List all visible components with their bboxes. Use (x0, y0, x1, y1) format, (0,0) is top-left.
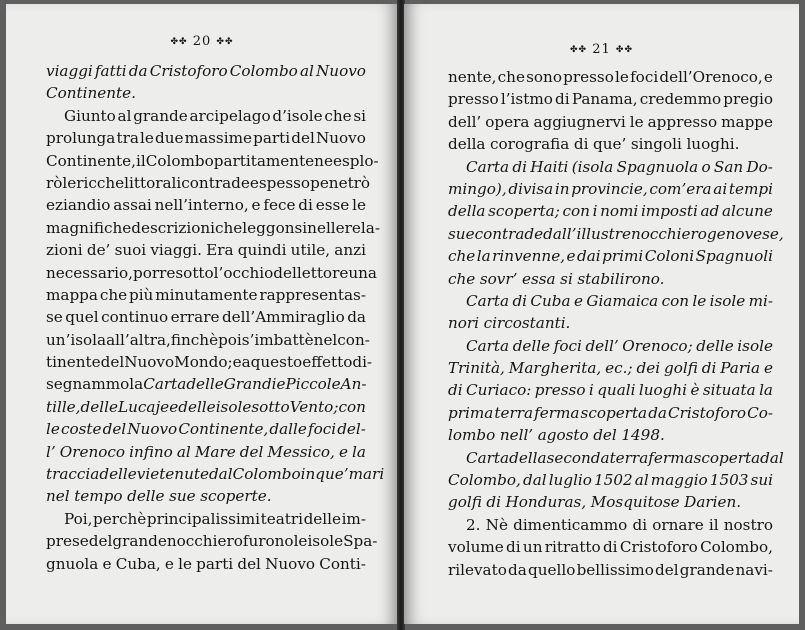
text-line: presso l’istmo di Panama, credemmo pregio (448, 90, 773, 109)
text-line: lombo nell’ agosto del 1498. (448, 426, 665, 445)
text-line: Continente, il Colombo partitamente ne esplo- (46, 151, 379, 170)
text-line: un’isola all’altra, finchè poi s’imbattè nel con- (46, 330, 370, 349)
text-line: di Curiaco: presso i quali luoghi è situata la (448, 381, 773, 400)
text-line: zioni de’ suoi viaggi. Era quindi utile, anzi (46, 241, 366, 260)
text-line: necessario, porre sotto l’occhio del lettore una (46, 263, 377, 282)
text-line: che la rinvenne, e dai primi Coloni Spagnuoli (448, 247, 773, 266)
text-line: prolunga tra le due massime parti del Nuovo (46, 129, 366, 148)
text-line: sue contrade dall’ illustre nocchiero genovese, (448, 224, 784, 243)
text-line: Trinità, Margherita, ec.; dei golfi di Paria e (448, 359, 773, 378)
ornament-icon: ✤✤ (216, 37, 234, 47)
left-page-header (6, 34, 398, 50)
text-line: mingo), divisa in provincie, com’era ai tempi (448, 179, 773, 198)
text-line: magnifiche descrizioni che leggonsi nelle rela- (46, 218, 380, 237)
text-line: rilevato da quello bellissimo del grande navi- (448, 560, 773, 579)
ornament-icon: ✤✤ (615, 45, 633, 55)
text-line: volume di un ritratto di Cristoforo Colombo, (448, 538, 773, 557)
text-line: della scoperta; con i nomi imposti ad alcune (448, 202, 773, 221)
text-line: mappa che più minutamente rappresentas- (46, 285, 366, 304)
text-line: Carta delle foci dell’ Orenoco; delle isole (466, 336, 773, 355)
text-line: dell’ opera aggiugnervi le appresso mappe (448, 112, 773, 131)
text-line: le coste del Nuovo Continente, dalle foci del- (46, 420, 366, 439)
text-line: prima terra ferma scoperta da Cristoforo Co- (448, 403, 773, 422)
right-page-header (404, 42, 799, 58)
ornament-icon: ✤✤ (170, 37, 188, 47)
page-number: 21 (592, 42, 611, 57)
text-line: Continente. (46, 84, 136, 103)
text-line: Carta di Cuba e Giamaica con le isole mi- (466, 291, 773, 310)
ornament-icon: ✤✤ (569, 45, 588, 55)
text-line: tille, delle Lucaje e delle isole sotto Vento; con (46, 397, 366, 416)
text-line: nori circostanti. (448, 314, 571, 333)
text-line: golfi di Honduras, Mosquitose Darien. (448, 493, 742, 512)
left-page (6, 4, 398, 624)
text-line: nel tempo delle sue scoperte. (46, 487, 272, 506)
text-line: Carta di Haiti (isola Spagnuola o San Do- (466, 157, 773, 176)
text-line: Poi, perchè principalissimi teatri delle im- (64, 509, 366, 528)
text-line: gnuola e Cuba, e le parti del Nuovo Conti- (46, 554, 366, 573)
text-line: 2. Nè dimenticammo di ornare il nostro (466, 515, 773, 534)
right-page (404, 4, 799, 624)
page-number: 20 (192, 34, 212, 49)
text-line: che sovr’ essa si stabilirono. (448, 269, 665, 288)
text-line: Colombo, dal luglio 1502 al maggio 1503 sui (448, 471, 773, 490)
text-line: se quel continuo errare dell’Ammiraglio da (46, 308, 366, 327)
right-page-text (448, 66, 784, 581)
text-line: viaggi fatti da Cristoforo Colombo al Nuovo (46, 62, 366, 80)
text-line: segnammo la Carta delle Grandi e Piccole An- (46, 375, 367, 394)
text-line: prese del grande nocchiero furono le isole Spa- (46, 532, 378, 551)
text-line: nente, che sono presso le foci dell’Orenoco, e (448, 68, 773, 86)
text-line: rò le ricche littorali contrade e spesso penetrò (46, 173, 371, 192)
text-line: della corografia di que’ singoli luoghi. (448, 135, 740, 154)
text-line: eziandio assai nell’interno, e fece di esse le (46, 196, 366, 215)
left-page-text (46, 60, 385, 575)
text-line: Giunto al grande arcipelago d’isole che si (64, 106, 366, 125)
text-line: Carta della seconda terra ferma scoperta dal (466, 448, 784, 467)
text-line: tinente del Nuovo Mondo; e a questo effetto di- (46, 353, 373, 372)
text-line: traccia delle vie tenute dal Colombo in que’mari (46, 465, 385, 484)
text-line: l’ Orenoco infino al Mare del Messico, e la (46, 442, 366, 461)
